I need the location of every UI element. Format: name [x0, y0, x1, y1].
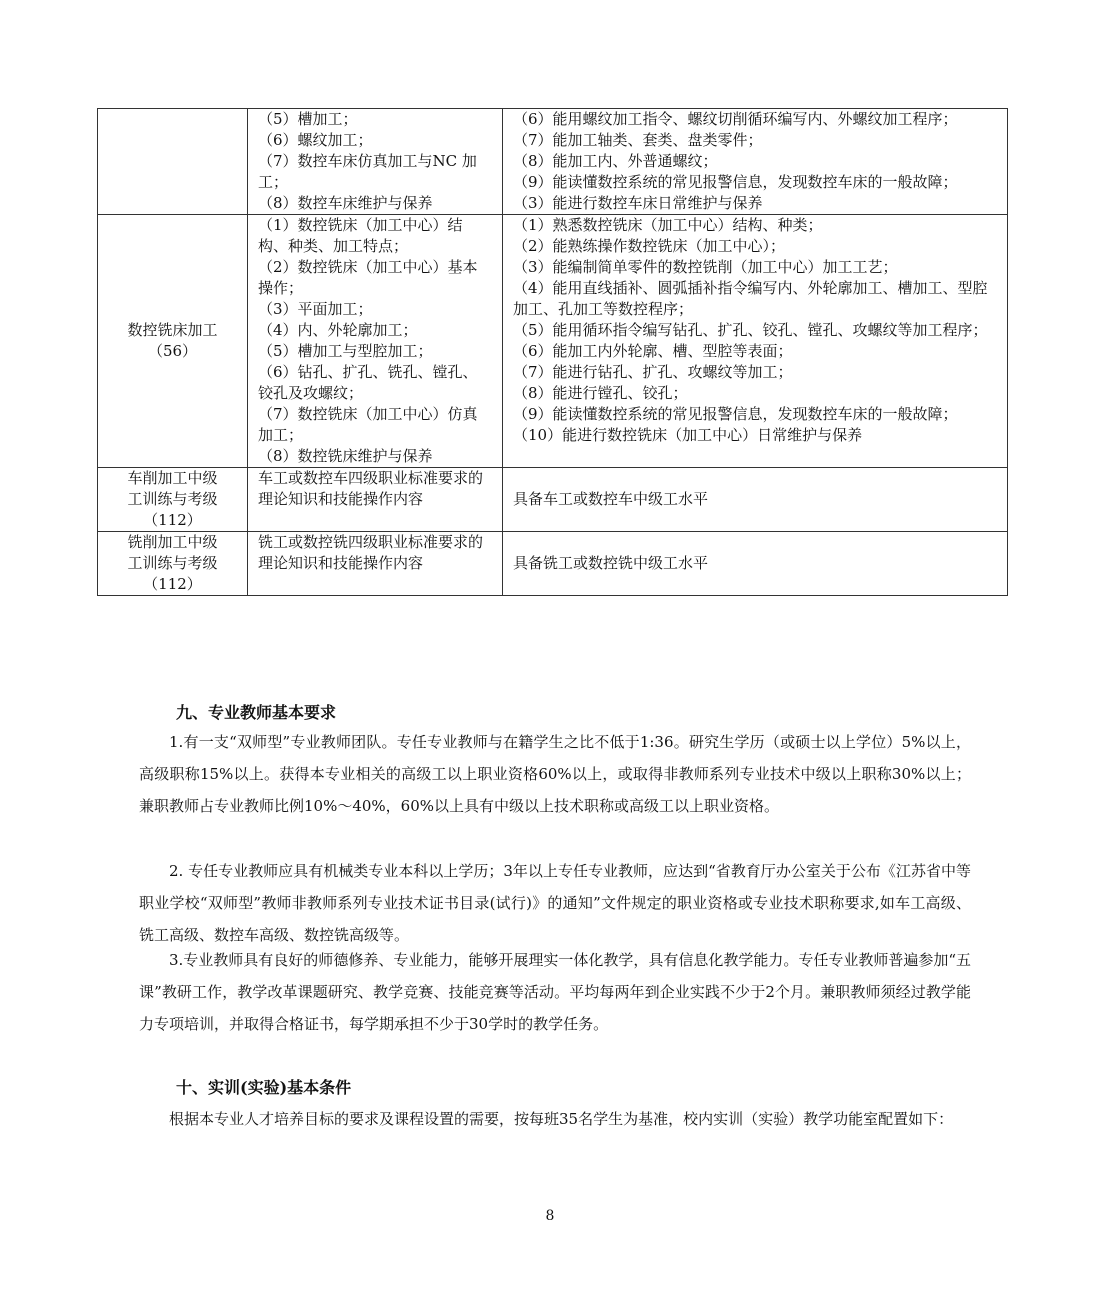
course-name: 工训练与考级: [127, 490, 218, 508]
content-line: （1）数控铣床（加工中心）结构、种类、加工特点；: [258, 216, 463, 255]
requirement-line: （7）能进行钻孔、扩孔、攻螺纹等加工；: [513, 363, 793, 381]
requirement-line: （9）能读懂数控系统的常见报警信息，发现数控车床的一般故障；: [513, 173, 958, 191]
content-line: （2）数控铣床（加工中心）基本操作；: [258, 258, 478, 297]
section-heading: 十、实训(实验)基本条件: [176, 1078, 352, 1097]
content-line: （3）平面加工；: [258, 300, 373, 318]
content-line: （4）内、外轮廓加工；: [258, 321, 418, 339]
table-row: [98, 109, 1008, 215]
paragraph: 1.有一支“双师型”专业教师团队。专任专业教师与在籍学生之比不低于1:36。研究生学历（或硕士以上学位）5%以上，高级职称15%以上。获得本专业相关的高级工以上职业资格60%以上，或取得非教师系列专业技术中级以上职称30%以上；兼职教师占专业教师比例10%～40%，60%以上具有中级以上技术职称或高级工以上职业资格。: [139, 733, 971, 815]
course-hours: （56）: [147, 342, 198, 360]
requirements-cell: [503, 109, 1008, 215]
course-name: 铣削加工中级: [127, 533, 218, 551]
course-name: 工训练与考级: [127, 554, 218, 572]
course-name-cell: [98, 215, 248, 468]
course-content-cell: [248, 215, 503, 468]
requirement-line: （4）能用直线插补、圆弧插补指令编写内、外轮廓加工、槽加工、型腔加工、孔加工等数控程序；: [513, 279, 988, 318]
content-line: （7）数控铣床（加工中心）仿真加工；: [258, 405, 478, 444]
requirements-cell: [503, 468, 1008, 532]
table-row: [98, 215, 1008, 468]
content-line: （5）槽加工与型腔加工；: [258, 342, 433, 360]
course-name-cell: [98, 109, 248, 215]
content-line: 车工或数控车四级职业标准要求的理论知识和技能操作内容: [258, 469, 484, 508]
table-row: [98, 532, 1008, 596]
content-line: （5）槽加工；: [258, 110, 358, 128]
course-content-cell: [248, 532, 503, 596]
course-name-cell: [98, 532, 248, 596]
table-row: [98, 468, 1008, 532]
paragraph: 3.专业教师具有良好的师德修养、专业能力，能够开展理实一体化教学，具有信息化教学能力。专任专业教师普遍参加“五课”教研工作，教学改革课题研究、教学竞赛、技能竞赛等活动。平均每两年到企业实践不少于2个月。兼职教师须经过教学能力专项培训，并取得合格证书，每学期承担不少于30学时的教学任务。: [139, 951, 971, 1033]
content-line: （6）钻孔、扩孔、铣孔、镗孔、铰孔及攻螺纹；: [258, 363, 478, 402]
paragraph: 根据本专业人才培养目标的要求及课程设置的需要，按每班35名学生为基准，校内实训（实验）教学功能室配置如下：: [169, 1110, 954, 1128]
requirement-line: 具备车工或数控车中级工水平: [513, 490, 709, 508]
requirements-cell: [503, 215, 1008, 468]
requirement-line: （8）能进行镗孔、铰孔；: [513, 384, 688, 402]
requirement-line: （3）能进行数控车床日常维护与保养: [513, 194, 763, 212]
requirements-cell: [503, 532, 1008, 596]
requirement-line: （6）能用螺纹加工指令、螺纹切削循环编写内、外螺纹加工程序；: [513, 110, 958, 128]
content-line: 铣工或数控铣四级职业标准要求的理论知识和技能操作内容: [258, 533, 484, 572]
course-name: 车削加工中级: [127, 469, 218, 487]
requirement-line: （7）能加工轴类、套类、盘类零件；: [513, 131, 763, 149]
course-hours: （112）: [143, 511, 202, 529]
course-name: 数控铣床加工: [127, 321, 218, 339]
requirement-line: （8）能加工内、外普通螺纹；: [513, 152, 718, 170]
requirement-line: （6）能加工内外轮廓、槽、型腔等表面；: [513, 342, 793, 360]
requirement-line: （2）能熟练操作数控铣床（加工中心）；: [513, 237, 786, 255]
requirement-line: （1）熟悉数控铣床（加工中心）结构、种类；: [513, 216, 823, 234]
requirement-line: （10）能进行数控铣床（加工中心）日常维护与保养: [513, 426, 863, 444]
content-line: （7）数控车床仿真加工与NC 加工；: [258, 152, 477, 191]
section-heading: 九、专业教师基本要求: [176, 703, 337, 722]
course-name-cell: [98, 468, 248, 532]
course-hours: （112）: [143, 575, 202, 593]
content-line: （8）数控铣床维护与保养: [258, 447, 433, 465]
content-line: （8）数控车床维护与保养: [258, 194, 433, 212]
course-content-cell: [248, 468, 503, 532]
course-content-cell: [248, 109, 503, 215]
requirement-line: 具备铣工或数控铣中级工水平: [513, 554, 709, 572]
requirement-line: （9）能读懂数控系统的常见报警信息，发现数控车床的一般故障；: [513, 405, 958, 423]
content-line: （6）螺纹加工；: [258, 131, 373, 149]
page-number: 8: [545, 1208, 555, 1224]
paragraph: 2. 专任专业教师应具有机械类专业本科以上学历；3年以上专任专业教师，应达到“省教育厅办公室关于公布《江苏省中等职业学校“双师型”教师非教师系列专业技术证书目录(试行)》的通知”文件规定的职业资格或专业技术职称要求,如车工高级、铣工高级、数控车高级、数控铣高级等。: [139, 862, 971, 944]
requirement-line: （3）能编制简单零件的数控铣削（加工中心）加工工艺；: [513, 258, 898, 276]
course-table: [97, 108, 1008, 596]
requirement-line: （5）能用循环指令编写钻孔、扩孔、铰孔、镗孔、攻螺纹等加工程序；: [513, 321, 988, 339]
